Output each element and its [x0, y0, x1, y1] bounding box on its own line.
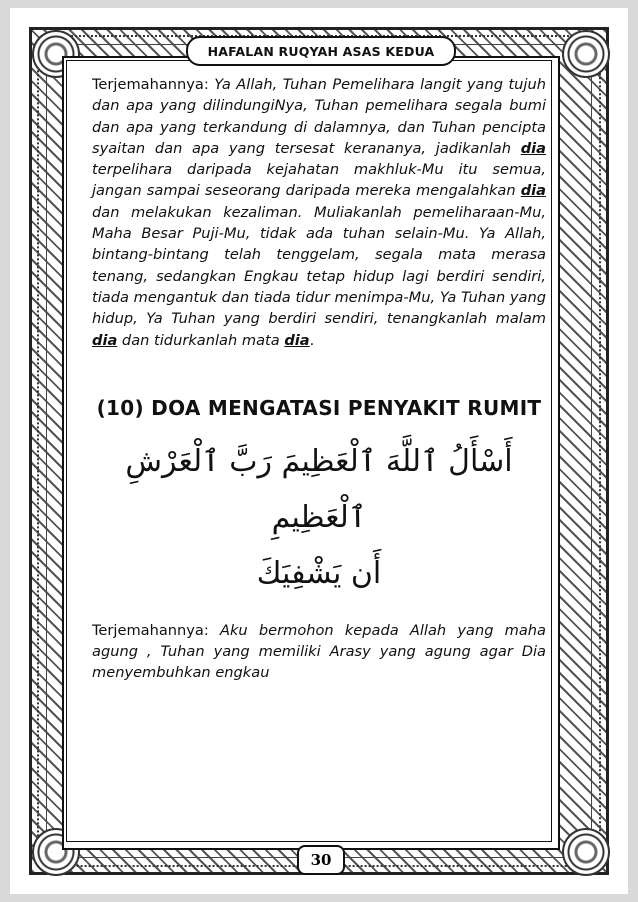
emphasis-dia: dia [284, 331, 310, 349]
translation-text: terpelihara daripada kejahatan makhluk-Mu itu semua, jangan sampai seseorang daripada mereka mengalahkan [92, 161, 546, 200]
translation-text: dan melakukan kezaliman. Muliakanlah pemeliharaan-Mu, Maha Besar Puji-Mu, tidak ada tuhan selain-Mu. Ya Allah, bintang-bintang telah tenggelam, segala mata merasa tenang, sedangkan Engkau tetap hidup lagi berdiri sendiri, tiada mengantuk dan tiada tidur menimpa-Mu, Ya Tuhan yang hidup, Ya Tuhan yang berdiri sendiri, tenangkanlah malam [92, 203, 546, 328]
section-heading: (10) DOA MENGATASI PENYAKIT RUMIT [96, 395, 542, 420]
translation-paragraph-1 [92, 74, 546, 351]
page-number [297, 845, 345, 875]
translation-prefix: Terjemahannya: [92, 76, 215, 93]
translation-text: Ya Allah, Tuhan Pemelihara langit yang tujuh dan apa yang dilindungiNya, Tuhan pemelihara segala bumi dan apa yang terkandung di dalamnya, dan Tuhan pencipta syaitan dan apa yang tersesat kerananya, jadikanlah [92, 76, 546, 157]
page-number-text: 30 [310, 851, 332, 869]
emphasis-dia: dia [520, 182, 546, 200]
translation-text: Aku bermohon kepada Allah yang maha agung , Tuhan yang memiliki Arasy yang agung agar Dia menyembuhkan engkau [92, 621, 546, 682]
page-content [92, 74, 546, 684]
emphasis-dia: dia [520, 139, 546, 157]
arabic-line-2: أَن يَشْفِيَكَ [256, 555, 382, 591]
translation-text: . [309, 331, 315, 349]
emphasis-dia: dia [92, 331, 118, 349]
translation-paragraph-2 [92, 620, 546, 684]
corner-ornament-bottom-right [562, 828, 610, 876]
corner-ornament-top-right [562, 30, 610, 78]
arabic-line-1: أَسْأَلُ ٱللَّهَ ٱلْعَظِيمَ رَبَّ ٱلْعَرْشِ ٱلْعَظِيمِ [125, 443, 513, 535]
translation-prefix: Terjemahannya: [92, 621, 220, 639]
arabic-prayer [92, 434, 546, 602]
translation-text: dan tidurkanlah mata [117, 331, 285, 349]
header-title: HAFALAN RUQYAH ASAS KEDUA [207, 43, 435, 59]
running-header [186, 36, 456, 66]
